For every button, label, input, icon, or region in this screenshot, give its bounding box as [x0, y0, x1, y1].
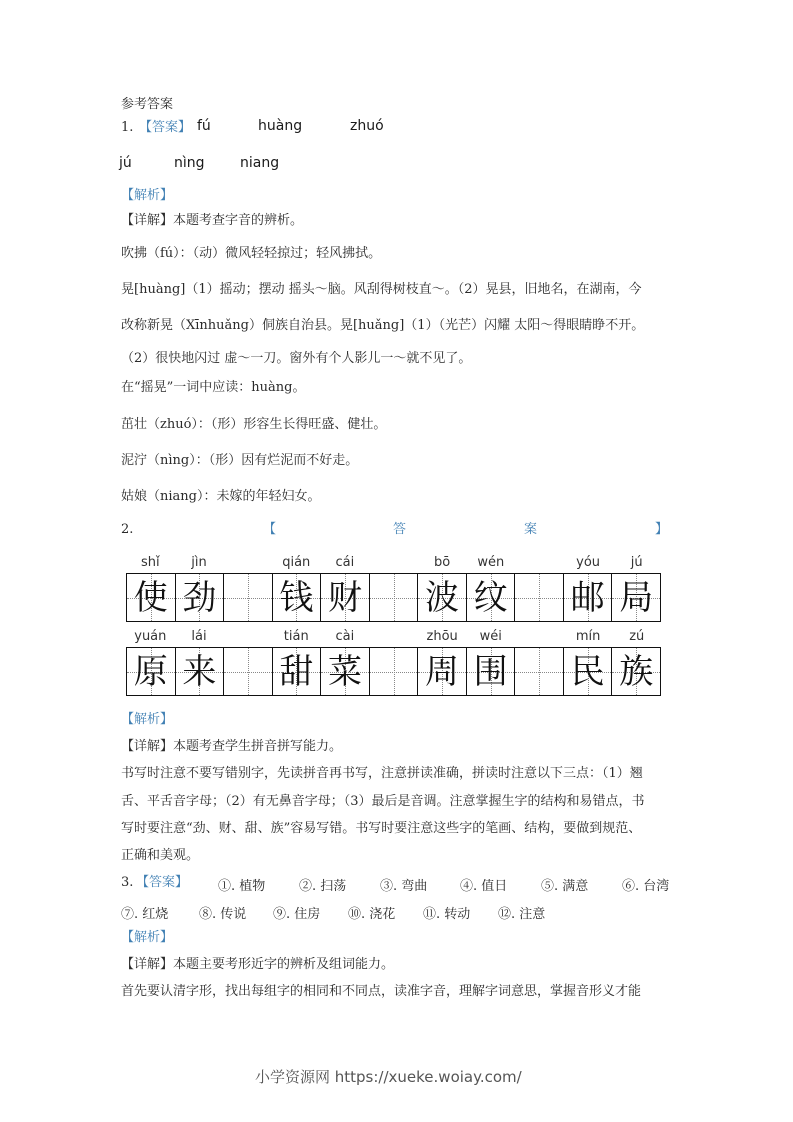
grid-char: 邮	[570, 577, 605, 618]
footer-watermark: 小学资源网 https://xueke.woiay.com/	[255, 1068, 522, 1086]
q3-answer: ③. 弯曲	[380, 879, 428, 894]
q3-answer: ④. 值日	[460, 879, 508, 894]
grid-row-2-pinyin	[126, 629, 661, 645]
q2-number: 2.	[121, 522, 134, 537]
pinyin: yuán	[134, 629, 167, 644]
pinyin	[515, 555, 564, 571]
q1-analysis-label: 【解析】	[121, 188, 174, 203]
q1-line: 姑娘（niang）：未嫁的年轻妇女。	[121, 489, 321, 504]
pinyin: bō	[434, 555, 451, 570]
q2-analysis-label: 【解析】	[121, 712, 174, 727]
q3-answer: ①. 植物	[218, 879, 266, 894]
q1-number: 1.	[121, 120, 134, 135]
grid-cell	[321, 648, 370, 695]
q1-line: 泥泞（nìng）：（形）因有烂泥而不好走。	[121, 453, 359, 468]
q3-detail: 【详解】本题主要考形近字的辨析及组词能力。	[121, 957, 395, 972]
q1-line: 吹拂（fú）：（动）微风轻轻掠过；轻风拂拭。	[121, 246, 382, 261]
q1-line: 茁壮（zhuó）：（形）形容生长得旺盛、健壮。	[121, 417, 387, 432]
q1-answer-5: nìng	[174, 155, 205, 171]
tianzige-grid-row-2	[126, 647, 661, 696]
pinyin	[223, 555, 272, 571]
grid-char: 来	[182, 651, 217, 692]
pinyin: mín	[575, 629, 601, 644]
q2-answer-label-close: 】	[655, 522, 669, 537]
pinyin	[515, 629, 564, 645]
q3-answer: ⑦. 红烧	[121, 907, 169, 922]
q3-answer-label: 【答案】	[136, 875, 189, 890]
grid-cell	[273, 648, 322, 695]
grid-char: 财	[327, 577, 362, 618]
pinyin: cái	[335, 555, 355, 570]
grid-char: 局	[619, 577, 654, 618]
tianzige-grid-row-1	[126, 573, 661, 622]
q1-line: 在“摇晃”一词中应读：huàng。	[121, 380, 306, 395]
grid-cell	[467, 648, 516, 695]
grid-cell	[176, 648, 225, 695]
pinyin	[369, 555, 418, 571]
grid-char: 原	[133, 651, 168, 692]
q2-line: 正确和美观。	[121, 848, 200, 863]
grid-cell-empty	[224, 648, 273, 695]
grid-cell	[564, 648, 613, 695]
q3-answer: ⑥. 台湾	[622, 879, 670, 894]
grid-cell	[418, 648, 467, 695]
q3-number: 3.	[121, 875, 134, 890]
grid-char: 周	[425, 651, 460, 692]
q1-answer-2: huàng	[258, 118, 303, 134]
grid-cell	[564, 574, 613, 621]
pinyin: shǐ	[141, 555, 160, 570]
grid-row-1-pinyin	[126, 555, 661, 571]
grid-cell	[176, 574, 225, 621]
pinyin	[369, 629, 418, 645]
q3-analysis-label: 【解析】	[121, 930, 174, 945]
grid-char: 使	[133, 577, 168, 618]
q1-answer-1: fú	[197, 118, 211, 134]
q3-answer: ⑪. 转动	[423, 907, 471, 922]
q1-answer-6: niang	[240, 155, 280, 171]
q2-line: 书写时注意不要写错别字，先读拼音再书写，注意拼读准确，拼读时注意以下三点：（1）翘	[121, 766, 643, 781]
grid-cell	[127, 574, 176, 621]
pinyin: zú	[629, 629, 645, 644]
q1-line: （2）很快地闪过 虚～一刀。窗外有个人影儿一～就不见了。	[121, 351, 472, 366]
q3-answer: ②. 扫荡	[299, 879, 347, 894]
q3-answer: ⑨. 住房	[273, 907, 321, 922]
grid-cell	[467, 574, 516, 621]
grid-char: 围	[473, 651, 508, 692]
q2-answer-label-char2: 案	[524, 522, 538, 537]
pinyin: wéi	[479, 629, 502, 644]
q3-answer: ⑩. 浇花	[348, 907, 396, 922]
q3-answer: ⑧. 传说	[199, 907, 247, 922]
q2-line: 写时要注意“劲、财、甜、族”容易写错。书写时要注意这些字的笔画、结构，要做到规范、	[121, 821, 642, 836]
grid-cell-empty	[370, 574, 419, 621]
q3-answer: ⑤. 满意	[541, 879, 589, 894]
pinyin: jú	[630, 555, 643, 570]
grid-char: 纹	[473, 577, 508, 618]
q2-answer-label-char1: 答	[393, 522, 407, 537]
grid-char: 民	[570, 651, 605, 692]
grid-cell	[321, 574, 370, 621]
grid-cell	[127, 648, 176, 695]
pinyin: tián	[283, 629, 309, 644]
grid-char: 劲	[182, 577, 217, 618]
grid-char: 钱	[279, 577, 314, 618]
grid-char: 菜	[327, 651, 362, 692]
pinyin: lái	[191, 629, 207, 644]
pinyin: qián	[282, 555, 311, 570]
q2-answer-label-open: 【	[263, 522, 277, 537]
q1-line: 改称新晃（Xīnhuǎng）侗族自治县。晃[huǎng]（1）（光芒）闪耀 太阳～得眼睛睁不开。	[121, 318, 645, 333]
grid-char: 甜	[279, 651, 314, 692]
q1-answer-4: jú	[119, 155, 132, 171]
grid-cell-empty	[224, 574, 273, 621]
q3-answer: ⑫. 注意	[498, 907, 546, 922]
q1-line: 晃[huàng]（1）摇动；摆动 摇头～脑。风刮得树枝直～。（2）晃县，旧地名，在湖南，今	[121, 282, 642, 297]
q2-detail: 【详解】本题考查学生拼音拼写能力。	[121, 739, 343, 754]
grid-cell-empty	[515, 574, 564, 621]
pinyin: wén	[477, 555, 505, 570]
grid-char: 波	[425, 577, 460, 618]
pinyin: zhōu	[426, 629, 458, 644]
q1-answer-label: 【答案】	[139, 120, 192, 135]
q3-line: 首先要认清字形，找出每组字的相同和不同点，读准字音，理解字词意思，掌握音形义才能	[121, 984, 642, 999]
grid-cell	[273, 574, 322, 621]
pinyin: jìn	[191, 555, 207, 570]
pinyin: cài	[335, 629, 355, 644]
grid-cell	[612, 648, 660, 695]
grid-cell-empty	[515, 648, 564, 695]
grid-cell	[418, 574, 467, 621]
q1-answer-3: zhuó	[350, 118, 384, 134]
q2-line: 舌、平舌音字母；（2）有无鼻音字母；（3）最后是音调。注意掌握生字的结构和易错点，书	[121, 794, 645, 809]
pinyin	[223, 629, 272, 645]
grid-cell-empty	[370, 648, 419, 695]
page-title: 参考答案	[121, 97, 174, 112]
grid-cell	[612, 574, 660, 621]
q1-detail: 【详解】本题考查字音的辨析。	[121, 213, 304, 228]
pinyin: yóu	[576, 555, 601, 570]
grid-char: 族	[619, 651, 654, 692]
